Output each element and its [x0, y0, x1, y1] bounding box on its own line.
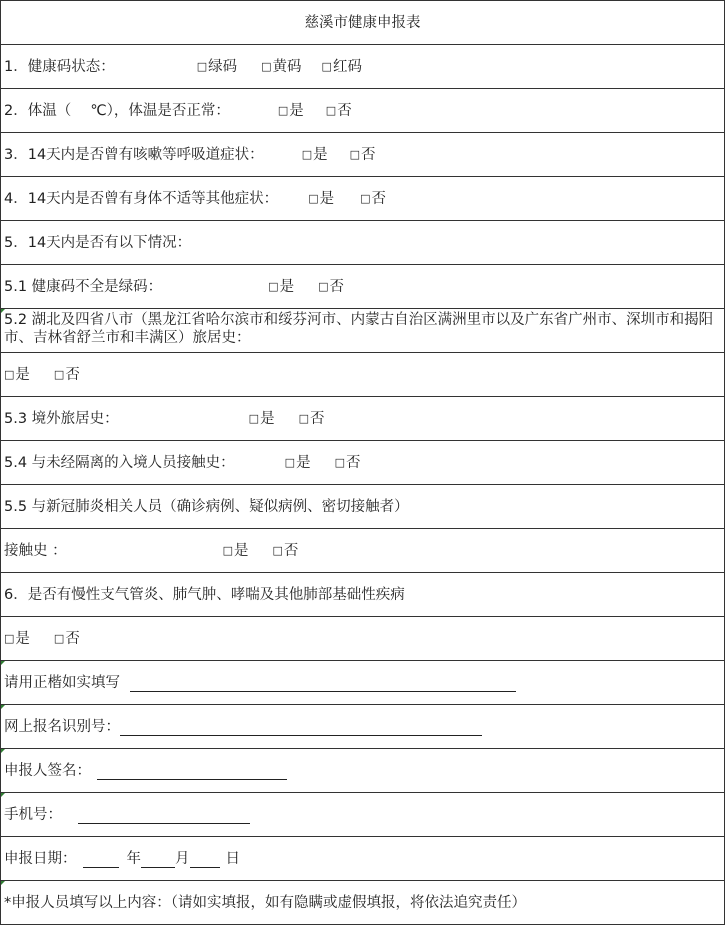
option-yes[interactable]: □ 是	[4, 630, 30, 647]
option-no[interactable]: □ 否	[360, 190, 386, 207]
health-code-label: 1．健康码状态：	[4, 58, 115, 75]
option-yes[interactable]: □ 是	[284, 454, 311, 471]
checkbox-icon: □	[196, 59, 208, 73]
row-cough	[1, 133, 724, 177]
row-signature	[1, 749, 724, 793]
checkbox-icon: □	[349, 147, 360, 161]
option-no[interactable]: □ 否	[325, 102, 352, 119]
row-registration-id	[1, 705, 724, 749]
checkbox-icon: □	[53, 631, 65, 645]
row-date	[1, 837, 724, 881]
option-yes[interactable]: □ 是	[4, 366, 30, 383]
option-no[interactable]: □ 否	[272, 542, 299, 559]
checkbox-icon: □	[318, 279, 329, 293]
other-symptoms-label: 4．14天内是否曾有身体不适等其他症状：	[4, 190, 279, 207]
phone-field[interactable]	[78, 805, 250, 824]
entry-contact-label: 5.4 与未经隔离的入境人员接触史：	[4, 454, 235, 471]
signature-field[interactable]	[97, 761, 287, 780]
checkbox-icon: □	[248, 411, 260, 425]
temperature-label: 2．体温（ ℃），体温是否正常：	[4, 102, 230, 119]
form-title: 慈溪市健康申报表	[304, 14, 421, 31]
option-yes[interactable]: □ 是	[222, 542, 249, 559]
month-field[interactable]	[141, 849, 175, 868]
option-yes[interactable]: □ 是	[268, 278, 295, 295]
phone-label: 手机号：	[4, 806, 62, 823]
covid-contact-label: 5.5 与新冠肺炎相关人员（确诊病例、疑似病例、密切接触者）	[4, 498, 409, 515]
row-lung-disease-options	[1, 617, 724, 661]
row-travel-history-options	[1, 353, 724, 397]
checkbox-icon: □	[321, 59, 332, 73]
name-label: 请用正楷如实填写	[4, 674, 120, 691]
declaration-note: *申报人员填写以上内容：（请如实填报，如有隐瞒或虚假填报，将依法追究责任）	[4, 894, 526, 911]
checkbox-icon: □	[277, 103, 289, 117]
checkbox-icon: □	[272, 543, 283, 557]
day-label: 日	[225, 850, 240, 867]
name-field[interactable]	[130, 673, 516, 692]
row-situations-heading	[1, 221, 724, 265]
checkbox-icon: □	[301, 147, 313, 161]
registration-id-field[interactable]	[120, 717, 482, 736]
checkbox-icon: □	[261, 59, 272, 73]
option-no[interactable]: □ 否	[318, 278, 344, 295]
option-green-code[interactable]: □ 绿码	[196, 58, 238, 75]
row-overseas-travel	[1, 397, 724, 441]
option-no[interactable]: □ 否	[53, 366, 80, 383]
lung-disease-label: 6．是否有慢性支气管炎、肺气肿、哮喘及其他肺部基础性疾病	[4, 586, 405, 603]
row-contact-history	[1, 529, 724, 573]
checkbox-icon: □	[284, 455, 296, 469]
code-not-green-label: 5.1 健康码不全是绿码：	[4, 278, 163, 295]
checkbox-icon: □	[4, 631, 15, 645]
row-entry-contact	[1, 441, 724, 485]
signature-label: 申报人签名：	[4, 762, 91, 779]
row-temperature	[1, 89, 724, 133]
situations-heading: 5．14天内是否有以下情况：	[4, 234, 192, 251]
travel-history-label: 5.2 湖北及四省八市（黑龙江省哈尔滨市和绥芬河市、内蒙古自治区满洲里市以及广东省广州市、深圳市和揭阳市、吉林省舒兰市和丰满区）旅居史：	[4, 312, 714, 346]
option-no[interactable]: □ 否	[53, 630, 80, 647]
year-field[interactable]	[83, 849, 119, 868]
row-covid-contact	[1, 485, 724, 529]
option-yes[interactable]: □ 是	[277, 102, 304, 119]
row-code-not-green	[1, 265, 724, 309]
option-yes[interactable]: □ 是	[308, 190, 335, 207]
checkbox-icon: □	[325, 103, 337, 117]
year-label: 年	[126, 850, 141, 867]
day-field[interactable]	[190, 849, 220, 868]
row-phone	[1, 793, 724, 837]
row-lung-disease	[1, 573, 724, 617]
checkbox-icon: □	[298, 411, 309, 425]
registration-id-label: 网上报名识别号：	[4, 718, 120, 735]
row-health-code	[1, 45, 724, 89]
contact-history-label: 接触史 ：	[4, 542, 67, 559]
option-yes[interactable]: □ 是	[301, 146, 328, 163]
cough-label: 3．14天内是否曾有咳嗽等呼吸道症状：	[4, 146, 264, 163]
checkbox-icon: □	[308, 191, 319, 205]
form-title-row	[1, 1, 724, 45]
row-name	[1, 661, 724, 705]
row-travel-history	[1, 309, 724, 353]
checkbox-icon: □	[53, 367, 65, 381]
option-red-code[interactable]: □ 红码	[321, 58, 362, 75]
date-label: 申报日期：	[4, 850, 77, 867]
checkbox-icon: □	[222, 543, 234, 557]
overseas-travel-label: 5.3 境外旅居史：	[4, 410, 119, 427]
option-no[interactable]: □ 否	[334, 454, 361, 471]
option-yes[interactable]: □ 是	[248, 410, 275, 427]
month-label: 月	[175, 850, 190, 867]
checkbox-icon: □	[268, 279, 279, 293]
row-note	[1, 881, 724, 925]
option-no[interactable]: □ 否	[298, 410, 325, 427]
checkbox-icon: □	[4, 367, 15, 381]
option-no[interactable]: □ 否	[349, 146, 376, 163]
checkbox-icon: □	[334, 455, 345, 469]
option-yellow-code[interactable]: □ 黄码	[261, 58, 302, 75]
row-other-symptoms	[1, 177, 724, 221]
checkbox-icon: □	[360, 191, 371, 205]
